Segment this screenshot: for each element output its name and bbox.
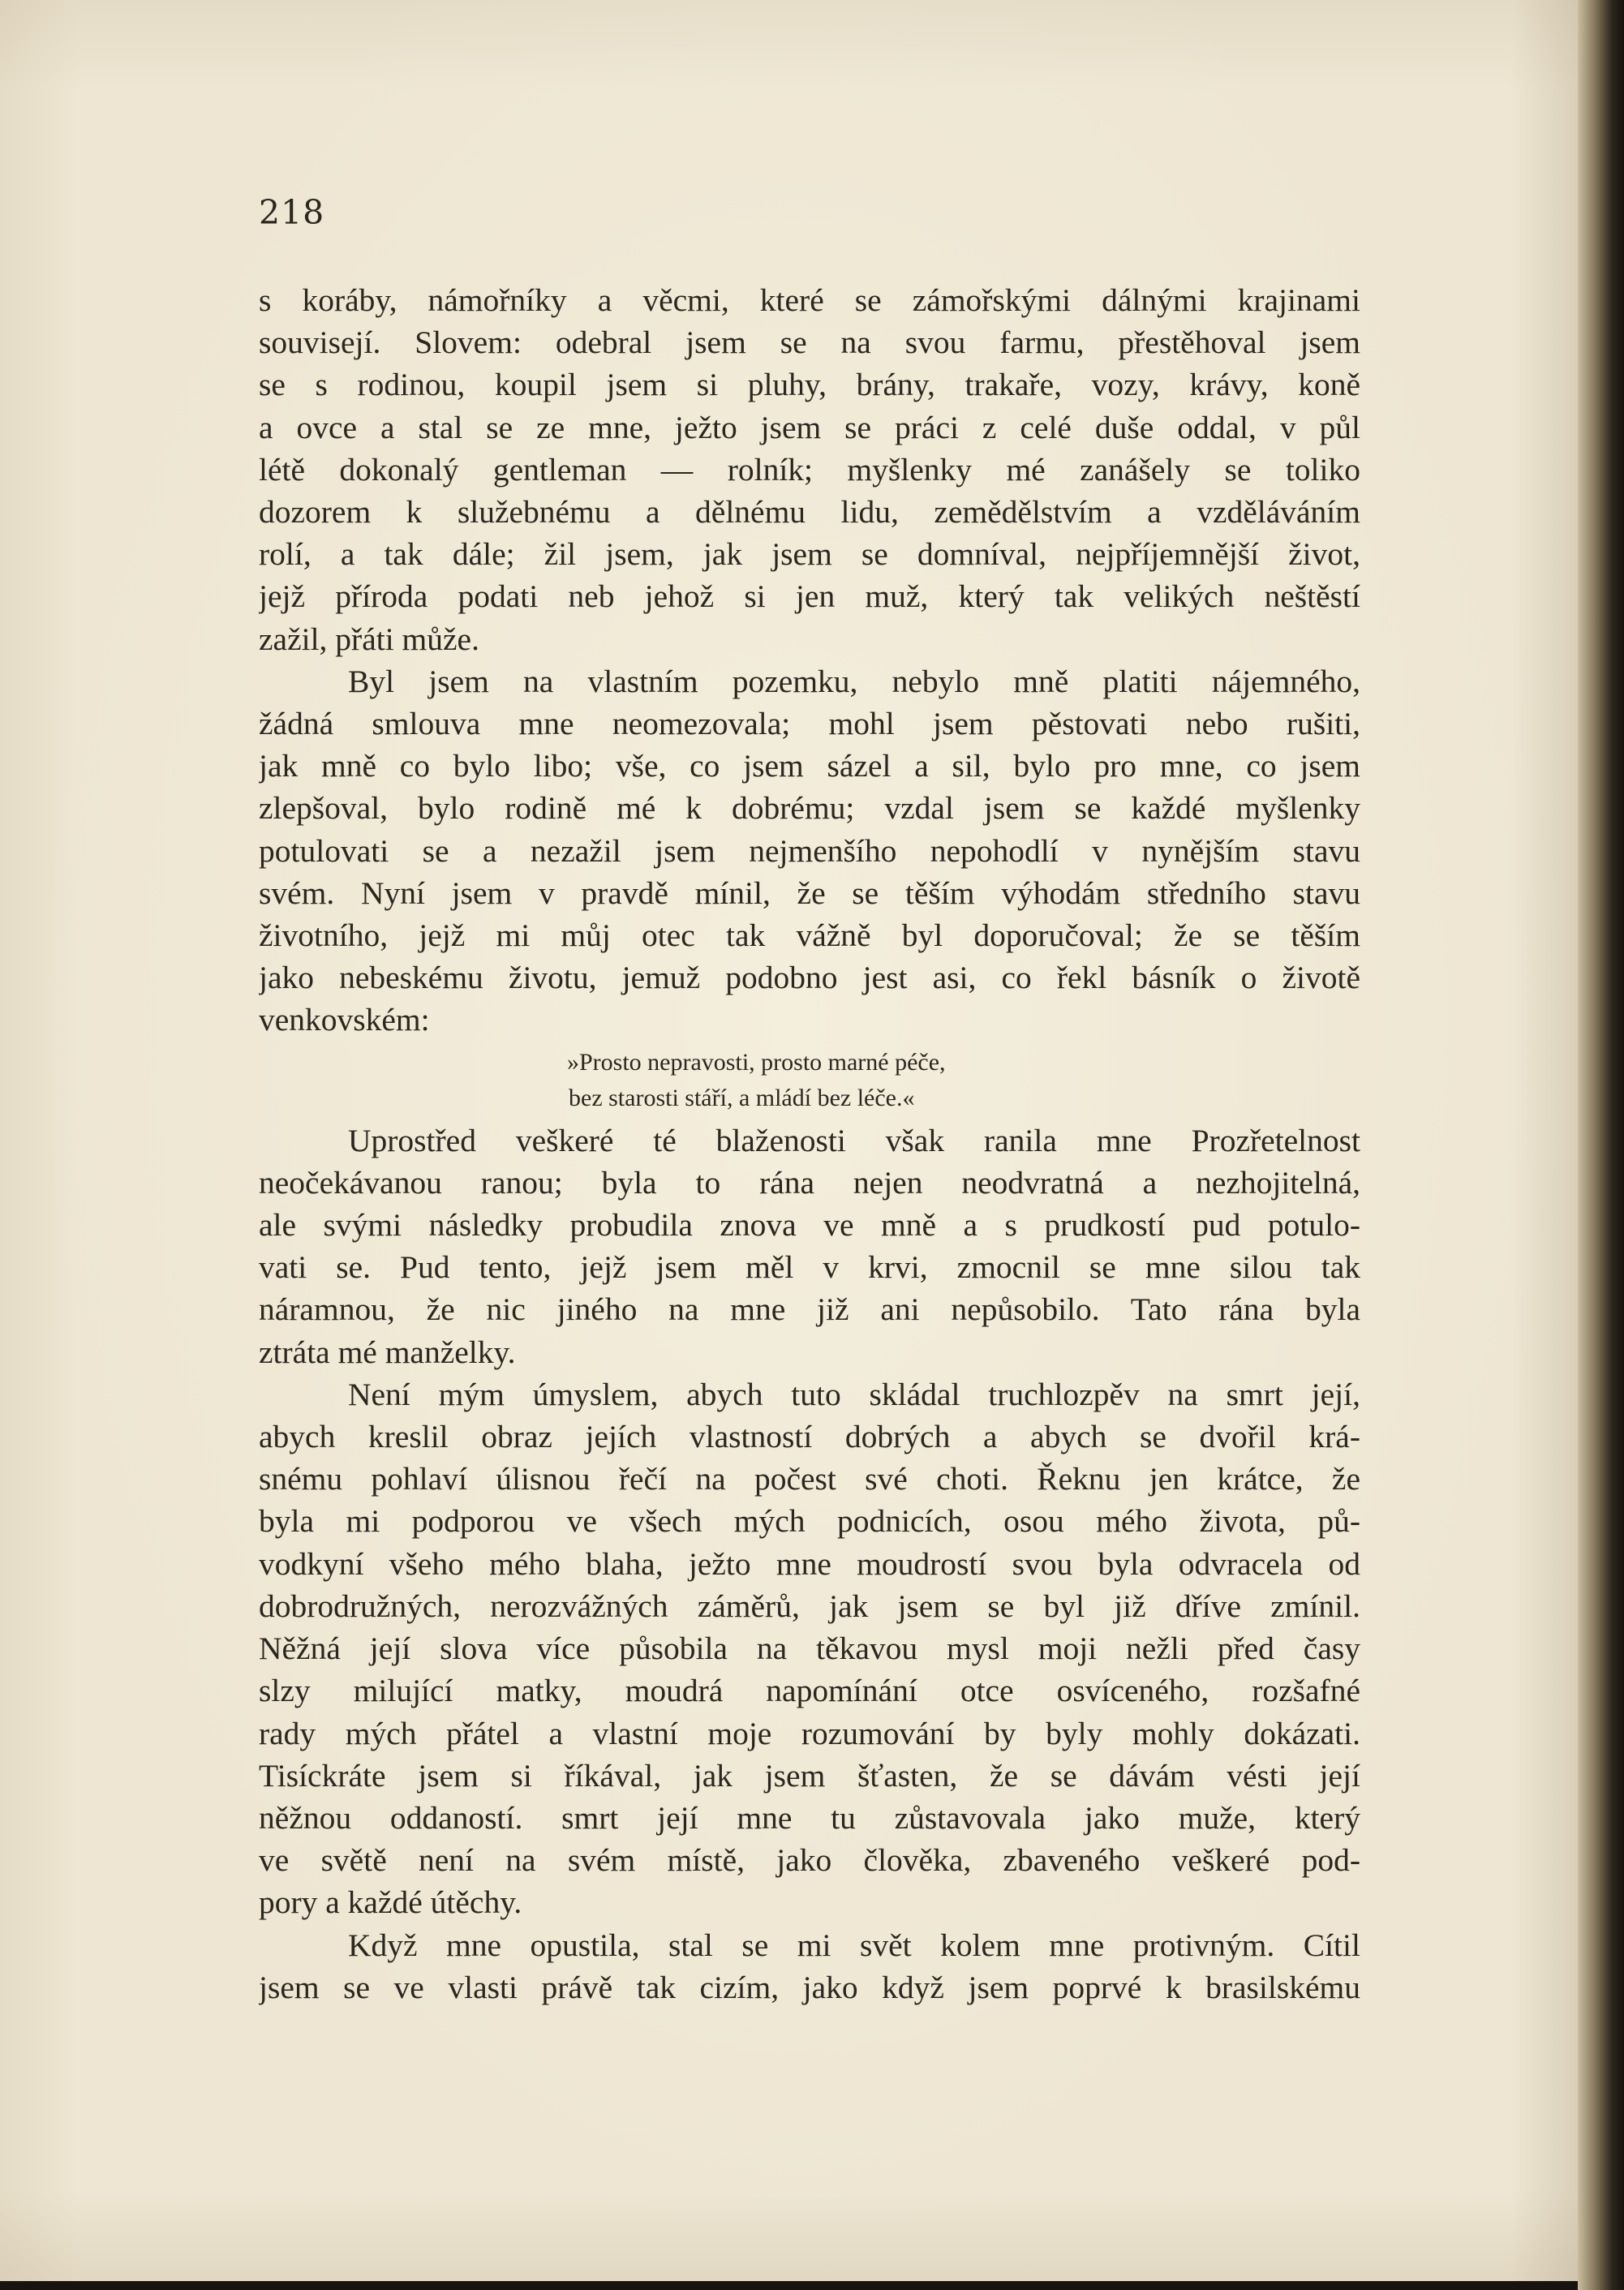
text-line: rolí, a tak dále; žil jsem, jak jsem se domníval, nejpříjemnější život, (259, 536, 1360, 573)
text-line: něžnou oddaností. smrt její mne tu zůstavovala jako muže, který (259, 1799, 1360, 1836)
paragraph-4 (259, 1373, 1360, 1924)
text-line: snému pohlaví úlisnou řečí na počest své choti. Řeknu jen krátce, že (259, 1461, 1360, 1497)
text-line: pory a každé útěchy. (259, 1884, 522, 1921)
text-line: Tisíckráte jsem si říkával, jak jsem šťasten, že se dávám vésti její (259, 1757, 1360, 1794)
text-line: vodkyní všeho mého blaha, ježto mne moudrostí svou byla odvracela od (259, 1545, 1360, 1582)
verse-line: »Prosto nepravosti, prosto marné péče, (567, 1048, 946, 1076)
text-line: jako nebeskému životu, jemuž podobno jest asi, co řekl básník o životě (259, 960, 1360, 996)
text-line: jak mně co bylo libo; vše, co jsem sázel a sil, bylo pro mne, co jsem (259, 748, 1360, 784)
text-line: neočekávanou ranou; byla to rána nejen neodvratná a nezhojitelná, (259, 1164, 1360, 1201)
text-line: Když mne opustila, stal se mi svět kolem mne protivným. Cítil (348, 1927, 1360, 1963)
paragraph-1 (259, 279, 1360, 660)
verse-quote (567, 1045, 1360, 1116)
text-line: Není mým úmyslem, abych tuto skládal truchlozpěv na smrt její, (348, 1376, 1360, 1412)
text-line: potulovati se a nezažil jsem nejmenšího nepohodlí v nynějším stavu (259, 832, 1360, 869)
text-line: Byl jsem na vlastním pozemku, nebylo mně platiti nájemného, (348, 663, 1360, 699)
text-line: zažil, přáti může. (259, 621, 479, 657)
text-line: jejž příroda podati neb jehož si jen muž, který tak velikých neštěstí (259, 578, 1360, 615)
text-line: venkovském: (259, 1002, 430, 1038)
text-line: létě dokonalý gentleman — rolník; myšlenky mé zanášely se toliko (259, 451, 1360, 488)
text-line: byla mi podporou ve všech mých podnicích, osou mého života, pů- (259, 1503, 1360, 1540)
text-line: jsem se ve vlasti právě tak cizím, jako když jsem poprvé k brasilskému (259, 1969, 1360, 2005)
page-number: 218 (259, 193, 325, 232)
text-line: Něžná její slova více působila na těkavou mysl moji nežli před časy (259, 1630, 1360, 1667)
text-line: dozorem k služebnému a dělnému lidu, zemědělstvím a vzděláváním (259, 494, 1360, 531)
text-line: životního, jejž mi můj otec tak vážně byl doporučoval; že se těším (259, 917, 1360, 954)
text-line: zlepšoval, bylo rodině mé k dobrému; vzdal jsem se každé myšlenky (259, 790, 1360, 827)
text-line: abych kreslil obraz jejích vlastností dobrých a abych se dvořil krá- (259, 1419, 1360, 1455)
verse-line: bez starosti stáří, a mládí bez léče.« (569, 1084, 915, 1111)
text-line: ztráta mé manželky. (259, 1334, 516, 1370)
paragraph-2 (259, 660, 1360, 1042)
text-line: souvisejí. Slovem: odebral jsem se na svou farmu, přestěhoval jsem (259, 324, 1360, 361)
text-line: žádná smlouva mne neomezovala; mohl jsem pěstovati nebo rušiti, (259, 706, 1360, 742)
text-line: s koráby, námořníky a věcmi, které se zámořskými dálnými krajinami (259, 282, 1360, 318)
text-line: svém. Nyní jsem v pravdě mínil, že se těším výhodám středního stavu (259, 874, 1360, 911)
text-line: ve světě není na svém místě, jako člověka, zbaveného veškeré pod- (259, 1842, 1360, 1879)
paragraph-5 (259, 1924, 1360, 2009)
book-gutter (1578, 0, 1624, 2290)
text-line: a ovce a stal se ze mne, ježto jsem se práci z celé duše oddal, v půl (259, 409, 1360, 445)
paragraph-3 (259, 1119, 1360, 1373)
body-text (259, 279, 1360, 2009)
text-line: ale svými následky probudila znova ve mně a s prudkostí pud potulo- (259, 1207, 1360, 1244)
text-line: náramnou, že nic jiného na mne již ani nepůsobilo. Tato rána byla (259, 1291, 1360, 1328)
text-line: Uprostřed veškeré té blaženosti však ranila mne Prozřetelnost (348, 1122, 1360, 1158)
text-line: slzy milující matky, moudrá napomínání otce osvíceného, rozšafné (259, 1673, 1360, 1709)
text-line: vati se. Pud tento, jejž jsem měl v krvi, zmocnil se mne silou tak (259, 1249, 1360, 1286)
text-line: rady mých přátel a vlastní moje rozumování by byly mohly dokázati. (259, 1715, 1360, 1751)
text-line: dobrodružných, nerozvážných záměrů, jak jsem se byl již dříve zmínil. (259, 1588, 1360, 1624)
text-line: se s rodinou, koupil jsem si pluhy, brány, trakaře, vozy, krávy, koně (259, 367, 1360, 403)
